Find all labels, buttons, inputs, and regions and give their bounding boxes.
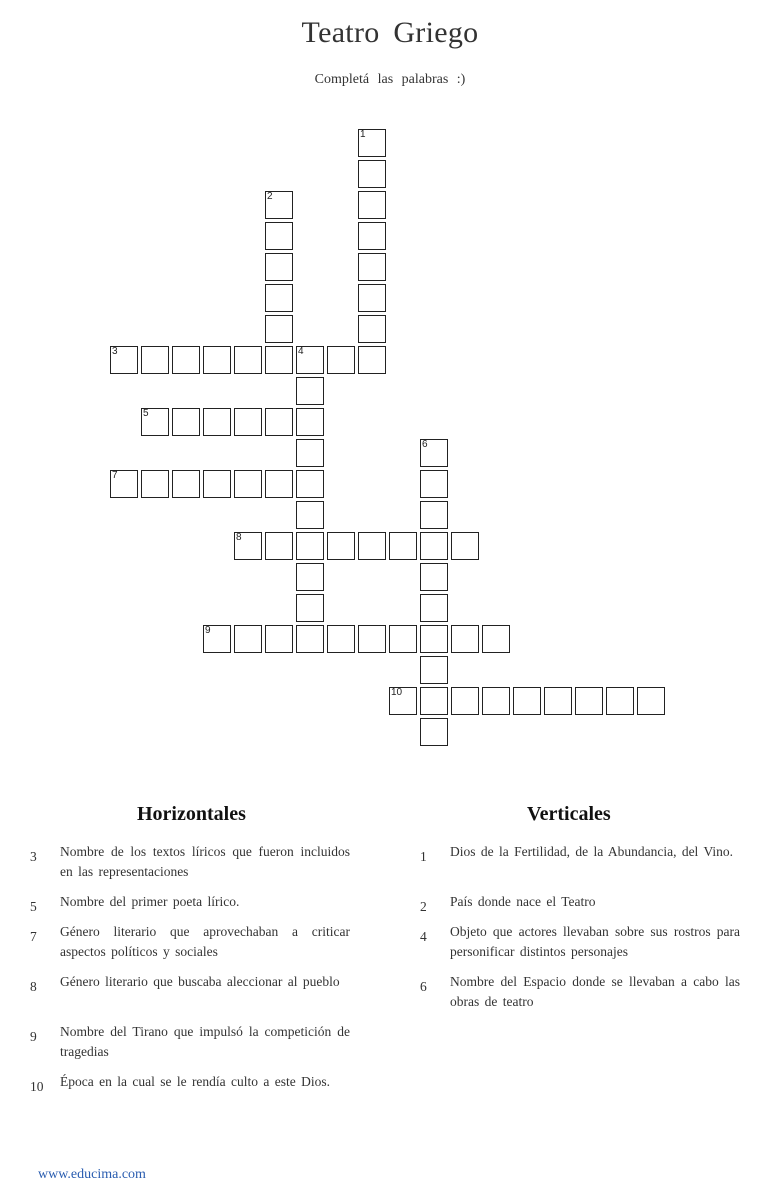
cell-number: 10: [391, 687, 403, 698]
crossword-cell[interactable]: [296, 470, 324, 498]
crossword-cell[interactable]: [358, 315, 386, 343]
crossword-cell[interactable]: [420, 439, 448, 467]
clue-text: País donde nace el Teatro: [450, 894, 596, 909]
crossword-cell[interactable]: [265, 625, 293, 653]
crossword-cell[interactable]: [327, 346, 355, 374]
crossword-cell[interactable]: [203, 625, 231, 653]
down-clue-list: [420, 842, 740, 1022]
clue-text: Época en la cual se le rendía culto a este Dios.: [60, 1074, 331, 1089]
crossword-cell[interactable]: [389, 625, 417, 653]
cell-number: 4: [298, 346, 304, 357]
crossword-cell[interactable]: [172, 470, 200, 498]
footer-link[interactable]: www.educima.com: [38, 1167, 146, 1182]
crossword-cell[interactable]: [203, 346, 231, 374]
crossword-cell[interactable]: [420, 470, 448, 498]
clue-number: 4: [420, 929, 427, 944]
crossword-cell[interactable]: [420, 625, 448, 653]
crossword-cell[interactable]: [420, 656, 448, 684]
crossword-cell[interactable]: [482, 687, 510, 715]
clue-item: [420, 842, 740, 892]
crossword-cell[interactable]: [420, 532, 448, 560]
crossword-cell[interactable]: [358, 222, 386, 250]
crossword-cell[interactable]: [265, 408, 293, 436]
clue-number: 9: [30, 1029, 37, 1044]
crossword-cell[interactable]: [482, 625, 510, 653]
page-title: Teatro Griego: [301, 16, 479, 49]
clue-text: Nombre del primer poeta lírico.: [60, 894, 240, 909]
clue-item: [420, 922, 740, 972]
clue-item: [30, 1072, 350, 1122]
clue-item: [420, 892, 740, 922]
crossword-cell[interactable]: [265, 346, 293, 374]
clue-number: 5: [30, 899, 37, 914]
crossword-cell[interactable]: [234, 346, 262, 374]
crossword-cell[interactable]: [296, 408, 324, 436]
crossword-cell[interactable]: [420, 594, 448, 622]
cell-number: 1: [360, 129, 366, 140]
crossword-cell[interactable]: [265, 253, 293, 281]
clue-text: Nombre de los textos líricos que fueron incluidos en las representaciones: [60, 844, 350, 879]
crossword-cell[interactable]: [358, 532, 386, 560]
crossword-cell[interactable]: [358, 160, 386, 188]
crossword-cell[interactable]: [327, 532, 355, 560]
crossword-cell[interactable]: [296, 501, 324, 529]
crossword-cell[interactable]: [420, 718, 448, 746]
crossword-cell[interactable]: [203, 408, 231, 436]
crossword-cell[interactable]: [141, 470, 169, 498]
cell-number: 8: [236, 532, 242, 543]
clue-item: [30, 892, 350, 922]
cell-number: 9: [205, 625, 211, 636]
cell-number: 5: [143, 408, 149, 419]
clue-item: [30, 922, 350, 972]
crossword-cell[interactable]: [389, 532, 417, 560]
crossword-cell[interactable]: [389, 687, 417, 715]
clue-text: Nombre del Espacio donde se llevaban a cabo las obras de teatro: [450, 974, 740, 1009]
clue-number: 3: [30, 849, 37, 864]
crossword-cell[interactable]: [234, 470, 262, 498]
crossword-cell[interactable]: [513, 687, 541, 715]
crossword-cell[interactable]: [141, 346, 169, 374]
crossword-cell[interactable]: [296, 625, 324, 653]
clue-number: 6: [420, 979, 427, 994]
crossword-cell[interactable]: [606, 687, 634, 715]
crossword-cell[interactable]: [420, 687, 448, 715]
cell-number: 7: [112, 470, 118, 481]
crossword-cell[interactable]: [265, 284, 293, 312]
down-heading: Verticales: [527, 803, 611, 825]
crossword-cell[interactable]: [544, 687, 572, 715]
page-subtitle: Completá las palabras :): [314, 72, 466, 87]
crossword-cell[interactable]: [234, 625, 262, 653]
crossword-cell[interactable]: [358, 129, 386, 157]
crossword-cell[interactable]: [451, 625, 479, 653]
clue-item: [420, 972, 740, 1022]
cell-number: 3: [112, 346, 118, 357]
crossword-cell[interactable]: [265, 222, 293, 250]
crossword-cell[interactable]: [203, 470, 231, 498]
clue-item: [30, 972, 350, 1022]
crossword-cell[interactable]: [296, 346, 324, 374]
crossword-cell[interactable]: [172, 408, 200, 436]
crossword-cell[interactable]: [296, 377, 324, 405]
clue-number: 10: [30, 1079, 44, 1094]
crossword-cell[interactable]: [265, 470, 293, 498]
crossword-cell[interactable]: [234, 532, 262, 560]
crossword-cell[interactable]: [358, 625, 386, 653]
crossword-cell[interactable]: [358, 284, 386, 312]
crossword-cell[interactable]: [172, 346, 200, 374]
crossword-cell[interactable]: [358, 191, 386, 219]
clue-text: Género literario que buscaba aleccionar al pueblo: [60, 974, 340, 989]
crossword-cell[interactable]: [358, 346, 386, 374]
crossword-cell[interactable]: [575, 687, 603, 715]
crossword-cell[interactable]: [141, 408, 169, 436]
across-clue-list: [30, 842, 350, 1122]
across-heading: Horizontales: [137, 803, 246, 825]
crossword-cell[interactable]: [358, 253, 386, 281]
clue-number: 8: [30, 979, 37, 994]
crossword-cell[interactable]: [265, 315, 293, 343]
crossword-cell[interactable]: [296, 563, 324, 591]
crossword-cell[interactable]: [451, 532, 479, 560]
clue-number: 2: [420, 899, 427, 914]
crossword-cell[interactable]: [637, 687, 665, 715]
clue-number: 7: [30, 929, 37, 944]
crossword-cell[interactable]: [234, 408, 262, 436]
clue-text: Género literario que aprovechaban a criticar aspectos políticos y sociales: [60, 924, 350, 959]
clue-text: Dios de la Fertilidad, de la Abundancia, del Vino.: [450, 844, 734, 859]
crossword-cell[interactable]: [451, 687, 479, 715]
crossword-cell[interactable]: [265, 532, 293, 560]
crossword-cell[interactable]: [296, 532, 324, 560]
clue-text: Objeto que actores llevaban sobre sus rostros para personificar distintos personajes: [450, 924, 740, 959]
crossword-cell[interactable]: [296, 439, 324, 467]
crossword-cell[interactable]: [265, 191, 293, 219]
cell-number: 2: [267, 191, 273, 202]
clue-item: [30, 1022, 350, 1072]
crossword-cell[interactable]: [110, 470, 138, 498]
clue-item: [30, 842, 350, 892]
cell-number: 6: [422, 439, 428, 450]
crossword-cell[interactable]: [327, 625, 355, 653]
clue-text: Nombre del Tirano que impulsó la competición de tragedias: [60, 1024, 350, 1059]
crossword-cell[interactable]: [420, 501, 448, 529]
crossword-cell[interactable]: [296, 594, 324, 622]
crossword-cell[interactable]: [110, 346, 138, 374]
clue-number: 1: [420, 849, 427, 864]
crossword-cell[interactable]: [420, 563, 448, 591]
